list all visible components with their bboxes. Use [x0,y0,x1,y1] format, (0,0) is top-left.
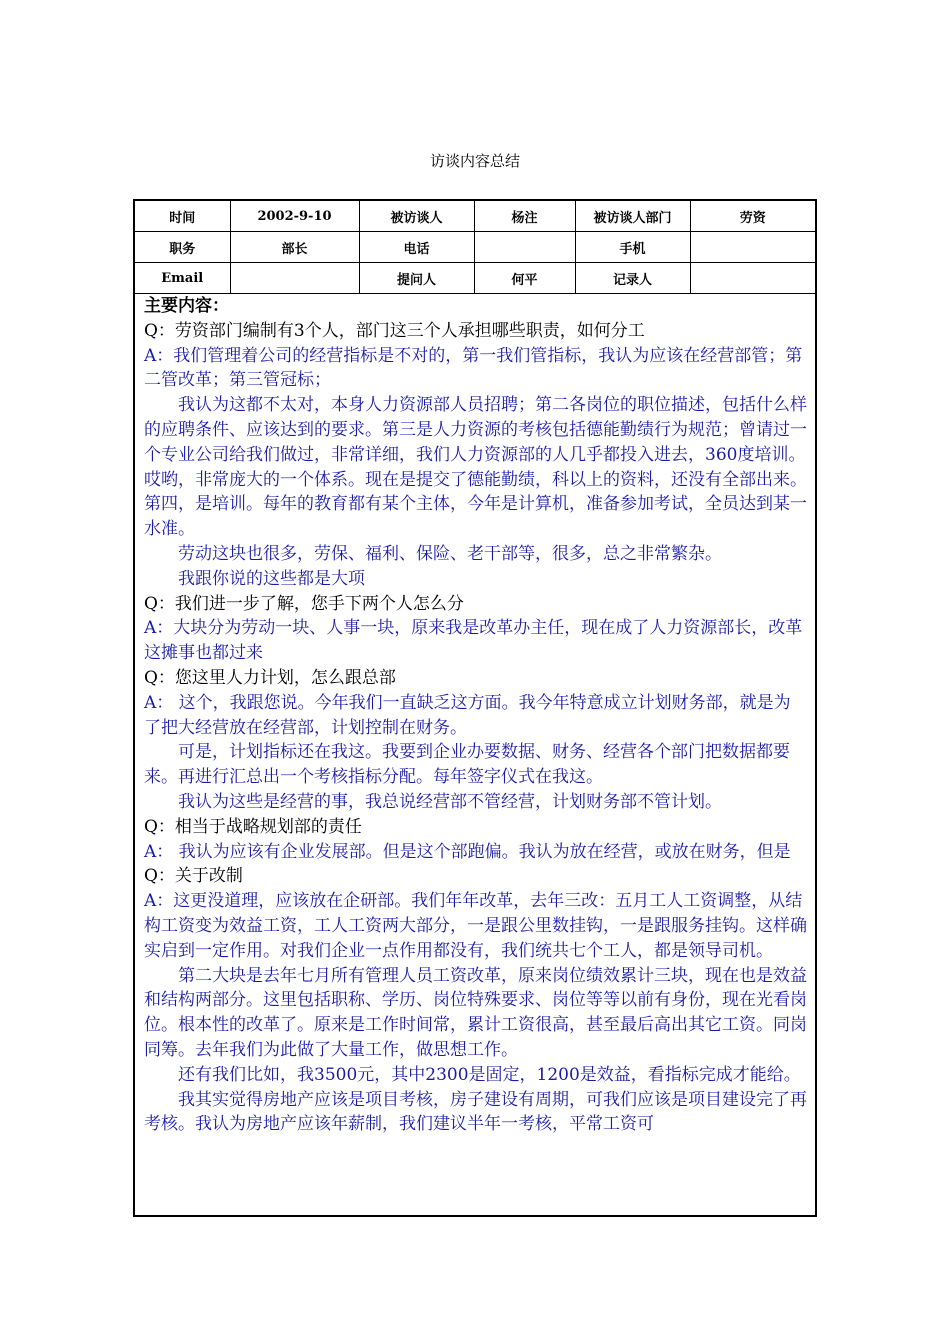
question-paragraph: Q：劳资部门编制有3个人，部门这三个人承担哪些职责，如何分工 [144,320,645,341]
value-interviewee: 杨注 [474,201,575,232]
value-email [230,263,359,294]
answer-paragraph: 我其实觉得房地产应该是项目考核，房子建设有周期，可我们应该是项目建设完了再考核。我认为房地产应该年薪制，我们建议半年一考核，平常工资可 [144,1089,807,1135]
value-recorder [690,263,815,294]
answer-paragraph: A： 这个，我跟您说。今年我们一直缺乏这方面。我今年特意成立计划财务部，就是为了把大经营放在经营部，计划控制在财务。 [144,692,791,738]
answer-paragraph: A：大块分为劳动一块、人事一块，原来我是改革办主任，现在成了人力资源部长，改革这摊事也都过来 [144,618,803,664]
value-position: 部长 [230,232,359,263]
label-time: 时间 [135,201,230,232]
answer-paragraph: 我认为这些是经营的事，我总说经营部不管经营，计划财务部不管计划。 [178,791,722,812]
answer-paragraph: 劳动这块也很多，劳保、福利、保险、老干部等，很多，总之非常繁杂。 [178,543,722,564]
value-questioner: 何平 [474,263,575,294]
label-interviewee: 被访谈人 [359,201,474,232]
info-row-2 [135,232,815,263]
value-mobile [690,232,815,263]
label-position: 职务 [135,232,230,263]
label-mobile: 手机 [575,232,690,263]
label-interviewee-dept: 被访谈人部门 [575,201,690,232]
value-phone [474,232,575,263]
answer-paragraph: A： 我认为应该有企业发展部。但是这个部跑偏。我认为放在经营，或放在财务，但是 [144,841,791,862]
answer-paragraph: A：这更没道理，应该放在企研部。我们年年改革，去年三改：五月工人工资调整，从结构工资变为效益工资，工人工资两大部分，一是跟公里数挂钩，一是跟服务挂钩。这样确实启到一定作用。对我们企业一点作用都没有，我们统共七个工人，都是领导司机。 [144,891,807,961]
info-row-3 [135,263,815,294]
info-table [135,201,815,294]
answer-paragraph: 第二大块是去年七月所有管理人员工资改革，原来岗位绩效累计三块，现在也是效益和结构两部分。这里包括职称、学历、岗位特殊要求、岗位等等以前有身份，现在光看岗位。根本性的改革了。原来是工作时间常，累计工资很高，甚至最后高出其它工资。同岗同筹。去年我们为此做了大量工作，做思想工作。 [144,965,807,1060]
label-phone: 电话 [359,232,474,263]
content-heading: 主要内容： [144,296,229,316]
answer-paragraph: 可是，计划指标还在我这。我要到企业办要数据、财务、经营各个部门把数据都要来。再进行汇总出一个考核指标分配。每年签字仪式在我这。 [144,742,790,788]
value-interviewee-dept: 劳资 [690,201,815,232]
content-paragraphs [144,319,807,1137]
answer-paragraph: 我跟你说的这些都是大项 [178,568,365,589]
info-row-1 [135,201,815,232]
label-recorder: 记录人 [575,263,690,294]
label-questioner: 提问人 [359,263,474,294]
question-paragraph: Q：相当于战略规划部的责任 [144,816,362,837]
answer-paragraph: 我认为这都不太对，本身人力资源部人员招聘；第二各岗位的职位描述，包括什么样的应聘条件、应该达到的要求。第三是人力资源的考核包括德能勤绩行为规范；曾请过一个专业公司给我们做过，非常详细，我们人力资源部的人几乎都投入进去，360度培训。哎哟，非常庞大的一个体系。现在是提交了德能勤绩，科以上的资料，还没有全部出来。第四，是培训。每年的教育都有某个主体，今年是计算机，准备参加考试，全员达到某一水准。 [144,395,807,540]
page-title: 访谈内容总结 [429,152,520,170]
interview-form [133,199,817,1217]
question-paragraph: Q：关于改制 [144,866,243,887]
question-paragraph: Q：您这里人力计划，怎么跟总部 [144,667,396,688]
answer-paragraph: A：我们管理着公司的经营指标是不对的，第一我们管指标，我认为应该在经营部管；第二管改革；第三管冠标； [144,345,803,391]
value-time: 2002-9-10 [230,201,359,232]
question-paragraph: Q：我们进一步了解，您手下两个人怎么分 [144,593,464,614]
main-content [135,294,815,1137]
answer-paragraph: 还有我们比如，我3500元，其中2300是固定，1200是效益，看指标完成才能给。 [178,1064,801,1085]
label-email: Email [135,263,230,294]
